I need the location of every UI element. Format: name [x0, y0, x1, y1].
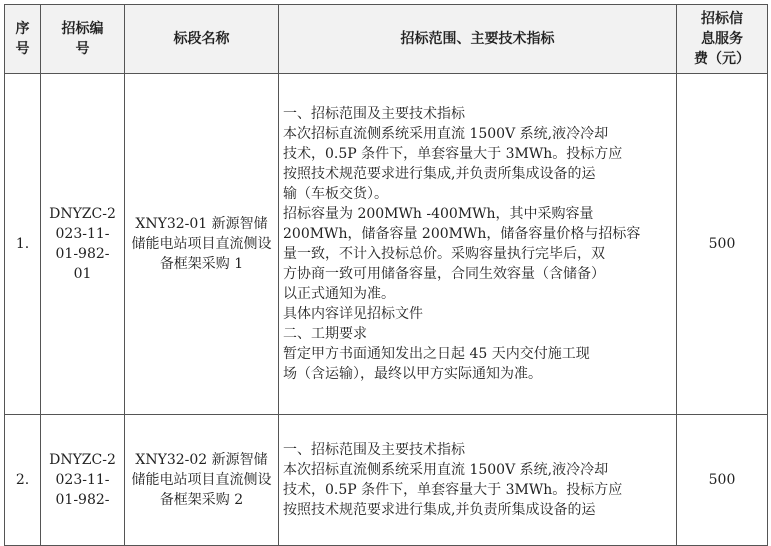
- scope-line: 场（含运输），最终以甲方实际通知为准。: [283, 366, 542, 382]
- scope-line: 一、招标范围及主要技术指标: [283, 442, 465, 458]
- header-name: 标段名称: [125, 5, 279, 74]
- header-row: [5, 5, 768, 74]
- scope-line: 按照技术规范要求进行集成,并负责所集成设备的运: [283, 166, 596, 182]
- bid-table: [4, 4, 768, 546]
- scope-line: 招标容量为 200MWh -400MWh，其中采购容量: [283, 206, 594, 222]
- row-code: DNYZC-2 023-11- 01-982- 01: [41, 74, 125, 415]
- scope-line: 量一致，不计入投标总价。采购容量执行完毕后，双: [283, 246, 605, 262]
- scope-line: 二、工期要求: [283, 326, 367, 342]
- row-scope: [279, 74, 677, 415]
- row-name: XNY32-02 新源智储储能电站项目直流侧设备框架采购 2: [125, 415, 279, 546]
- row-name: XNY32-01 新源智储储能电站项目直流侧设备框架采购 1: [125, 74, 279, 415]
- scope-line: 一、招标范围及主要技术指标: [283, 106, 465, 122]
- scope-line: 技术，0.5P 条件下，单套容量大于 3MWh。投标方应: [283, 482, 623, 498]
- row-fee: 500: [677, 415, 768, 546]
- table-row: [5, 415, 768, 546]
- scope-line: 按照技术规范要求进行集成,并负责所集成设备的运: [283, 502, 596, 518]
- header-scope: 招标范围、主要技术指标: [279, 5, 677, 74]
- row-code: DNYZC-2 023-11- 01-982-: [41, 415, 125, 546]
- scope-line: 本次招标直流侧系统采用直流 1500V 系统,液冷冷却: [283, 126, 609, 142]
- row-seq: 1.: [5, 74, 41, 415]
- scope-line: 暂定甲方书面通知发出之日起 45 天内交付施工现: [283, 346, 590, 362]
- scope-line: 具体内容详见招标文件: [283, 306, 423, 322]
- row-fee: 500: [677, 74, 768, 415]
- header-fee: 招标信 息服务 费（元）: [677, 5, 768, 74]
- scope-line: 本次招标直流侧系统采用直流 1500V 系统,液冷冷却: [283, 462, 609, 478]
- scope-line: 以正式通知为准。: [283, 286, 395, 302]
- scope-line: 方协商一致可用储备容量，合同生效容量（含储备）: [283, 266, 605, 282]
- scope-line: 技术，0.5P 条件下，单套容量大于 3MWh。投标方应: [283, 146, 623, 162]
- row-seq: 2.: [5, 415, 41, 546]
- scope-line: 输（车板交货）。: [283, 186, 388, 202]
- row-scope: [279, 415, 677, 546]
- table-row: [5, 74, 768, 415]
- scope-line: 200MWh，储备容量 200MWh，储备容量价格与招标容: [283, 226, 641, 242]
- header-code: 招标编 号: [41, 5, 125, 74]
- header-seq: 序 号: [5, 5, 41, 74]
